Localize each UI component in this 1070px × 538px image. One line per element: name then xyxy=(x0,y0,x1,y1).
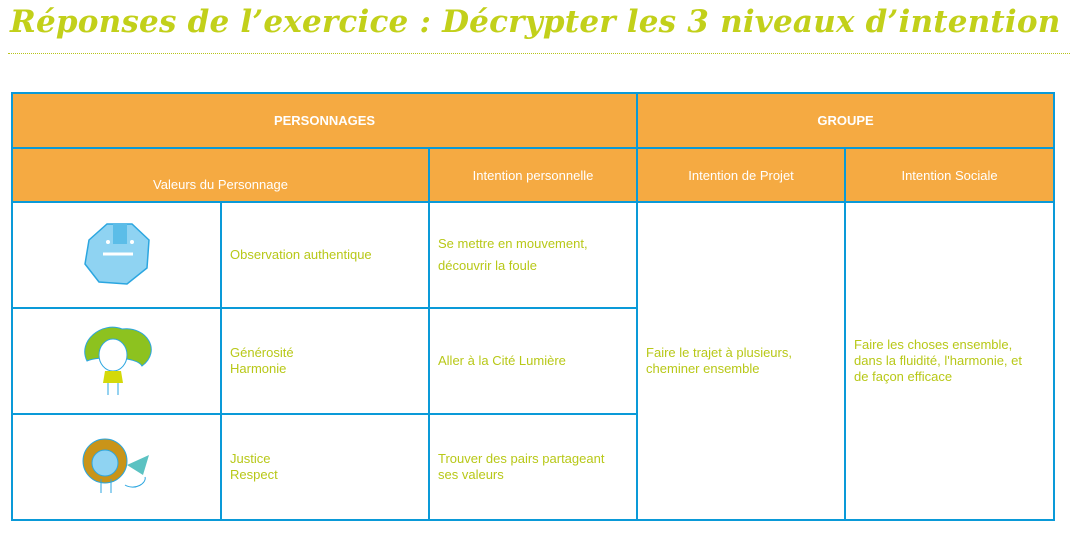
values-cell: Générosité Harmonie xyxy=(221,308,429,414)
intention-cell: Aller à la Cité Lumière xyxy=(429,308,637,414)
header-personnages: PERSONNAGES xyxy=(12,93,637,148)
projet-cell: Faire le trajet à plusieurs, cheminer ensemble xyxy=(637,202,845,520)
green-haired-girl-character-icon xyxy=(12,308,221,414)
header-valeurs: Valeurs du Personnage xyxy=(12,148,429,202)
page-title: Réponses de l’exercice : Décrypter les 3 niveaux d’intention xyxy=(10,4,1061,40)
ice-cube-character-icon xyxy=(12,202,221,308)
values-cell: Justice Respect xyxy=(221,414,429,520)
header-intention-sociale: Intention Sociale xyxy=(845,148,1054,202)
intentions-table xyxy=(11,92,1055,521)
intention-cell: Trouver des pairs partageant ses valeurs xyxy=(429,414,637,520)
header-groupe: GROUPE xyxy=(637,93,1054,148)
header-intention-personnelle: Intention personnelle xyxy=(429,148,637,202)
values-cell: Observation authentique xyxy=(221,202,429,308)
header-intention-projet: Intention de Projet xyxy=(637,148,845,202)
intention-cell: Se mettre en mouvement, découvrir la foule xyxy=(429,202,637,308)
winged-lion-character-icon xyxy=(12,414,221,520)
sociale-cell: Faire les choses ensemble, dans la fluidité, l'harmonie, et de façon efficace xyxy=(845,202,1054,520)
title-divider xyxy=(8,53,1070,54)
